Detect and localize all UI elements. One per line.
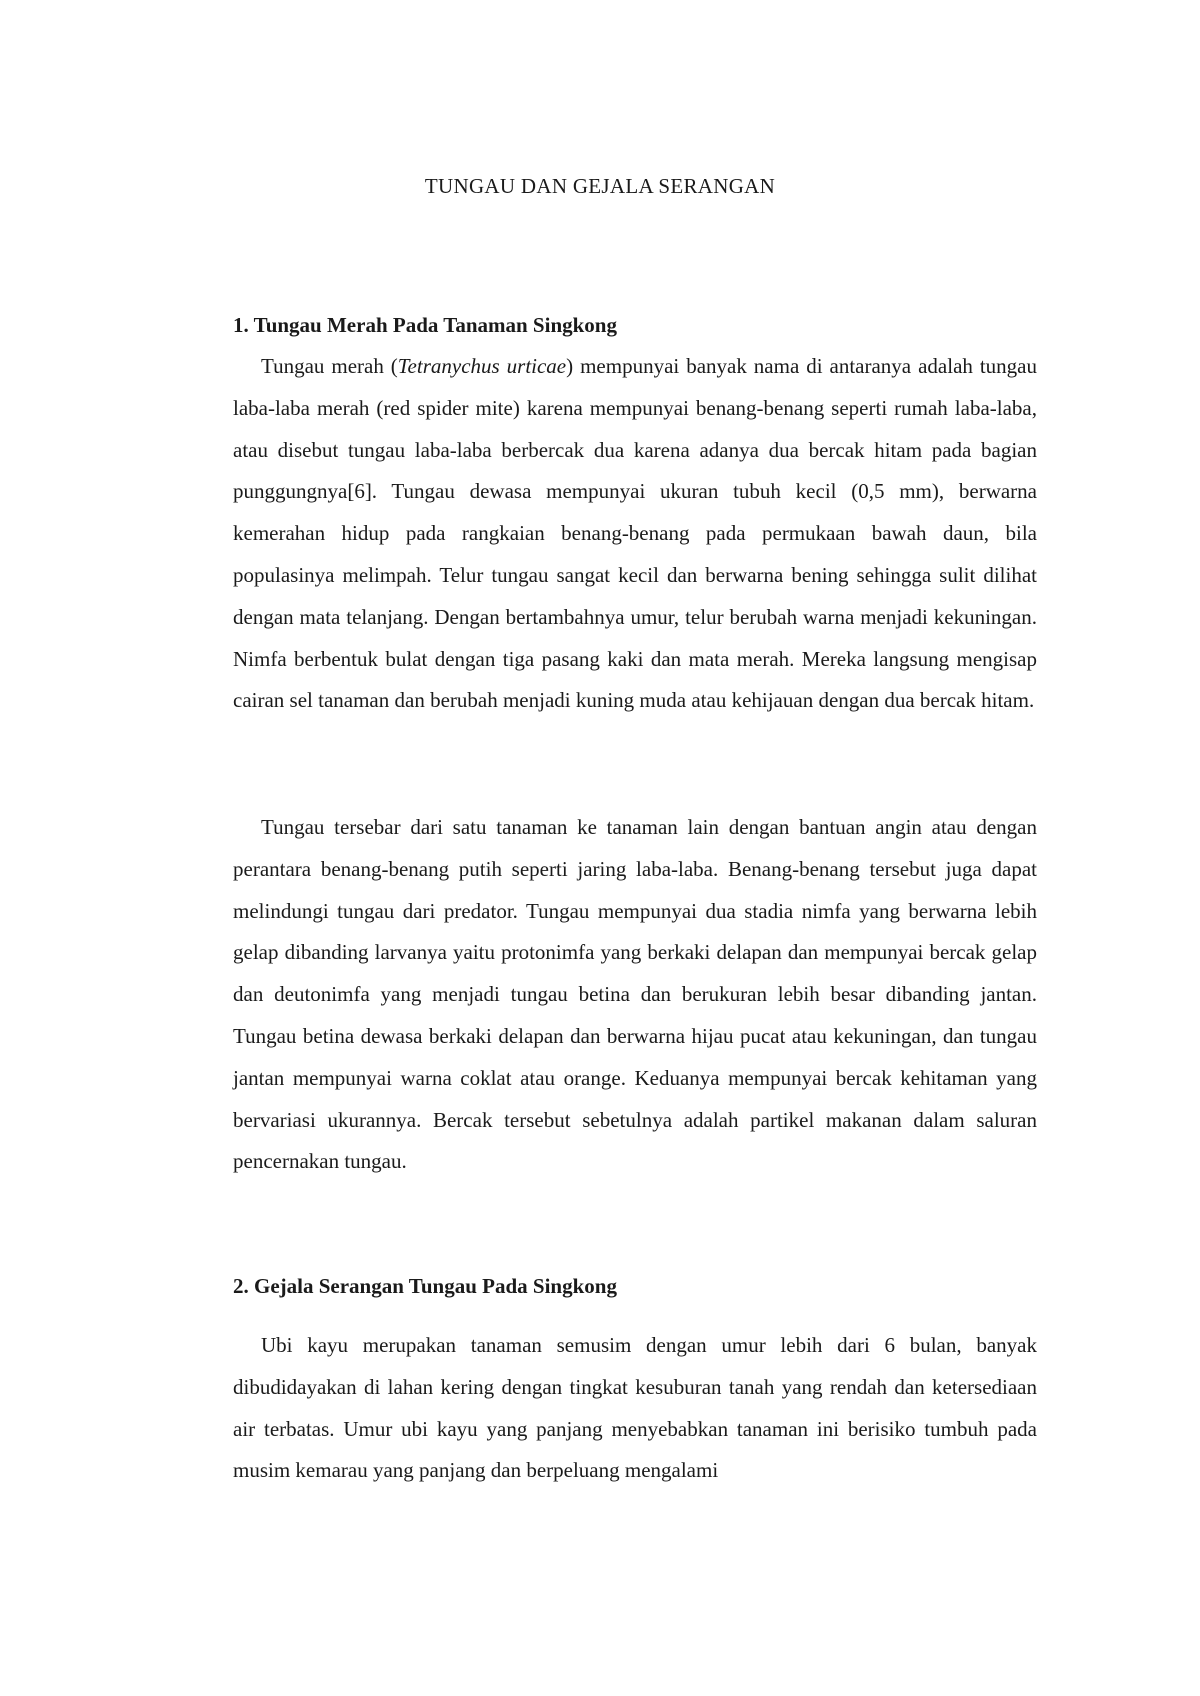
paragraph-tungau-merah-description [233, 346, 1037, 722]
species-name-italic: Tetranychus urticae [397, 354, 567, 378]
paragraph-ubi-kayu: Ubi kayu merupakan tanaman semusim dengan umur lebih dari 6 bulan, banyak dibudidayakan di lahan kering dengan tingkat kesuburan tanah yang rendah dan ketersediaan air terbatas. Umur ubi kayu yang panjang menyebabkan tanaman ini berisiko tumbuh pada musim kemarau yang panjang dan berpeluang mengalami [233, 1333, 1037, 1483]
paragraph-tungau-penyebaran: Tungau tersebar dari satu tanaman ke tanaman lain dengan bantuan angin atau dengan perantara benang-benang putih seperti jaring laba-laba. Benang-benang tersebut juga dapat melindungi tungau dari predator. Tungau mempunyai dua stadia nimfa yang berwarna lebih gelap dibanding larvanya yaitu protonimfa yang berkaki delapan dan mempunyai bercak gelap dan deutonimfa yang menjadi tungau betina dan berukuran lebih besar dibanding jantan. Tungau betina dewasa berkaki delapan dan berwarna hijau pucat atau kekuningan, dan tungau jantan mempunyai warna coklat atau orange. Keduanya mempunyai bercak kehitaman yang bervariasi ukurannya. Bercak tersebut sebetulnya adalah partikel makanan dalam saluran pencernakan tungau. [233, 815, 1037, 1174]
section-heading-tungau-merah: 1. Tungau Merah Pada Tanaman Singkong [233, 313, 617, 337]
section-heading-gejala-serangan: 2. Gejala Serangan Tungau Pada Singkong [233, 1274, 617, 1298]
paragraph-text-rest: ) mempunyai banyak nama di antaranya adalah tungau laba-laba merah (red spider mite) karena mempunyai benang-benang seperti rumah laba-laba, atau disebut tungau laba-laba berbercak dua karena adanya dua bercak hitam pada bagian punggungnya[6]. Tungau dewasa mempunyai ukuran tubuh kecil (0,5 mm), berwarna kemerahan hidup pada rangkaian benang-benang pada permukaan bawah daun, bila populasinya melimpah. Telur tungau sangat kecil dan berwarna bening sehingga sulit dilihat dengan mata telanjang. Dengan bertambahnya umur, telur berubah warna menjadi kekuningan. Nimfa berbentuk bulat dengan tiga pasang kaki dan mata merah. Mereka langsung mengisap cairan sel tanaman dan berubah menjadi kuning muda atau kehijauan dengan dua bercak hitam. [233, 354, 1037, 713]
document-title: TUNGAU DAN GEJALA SERANGAN [424, 174, 776, 198]
paragraph-text-lead: Tungau merah ( [261, 354, 398, 378]
